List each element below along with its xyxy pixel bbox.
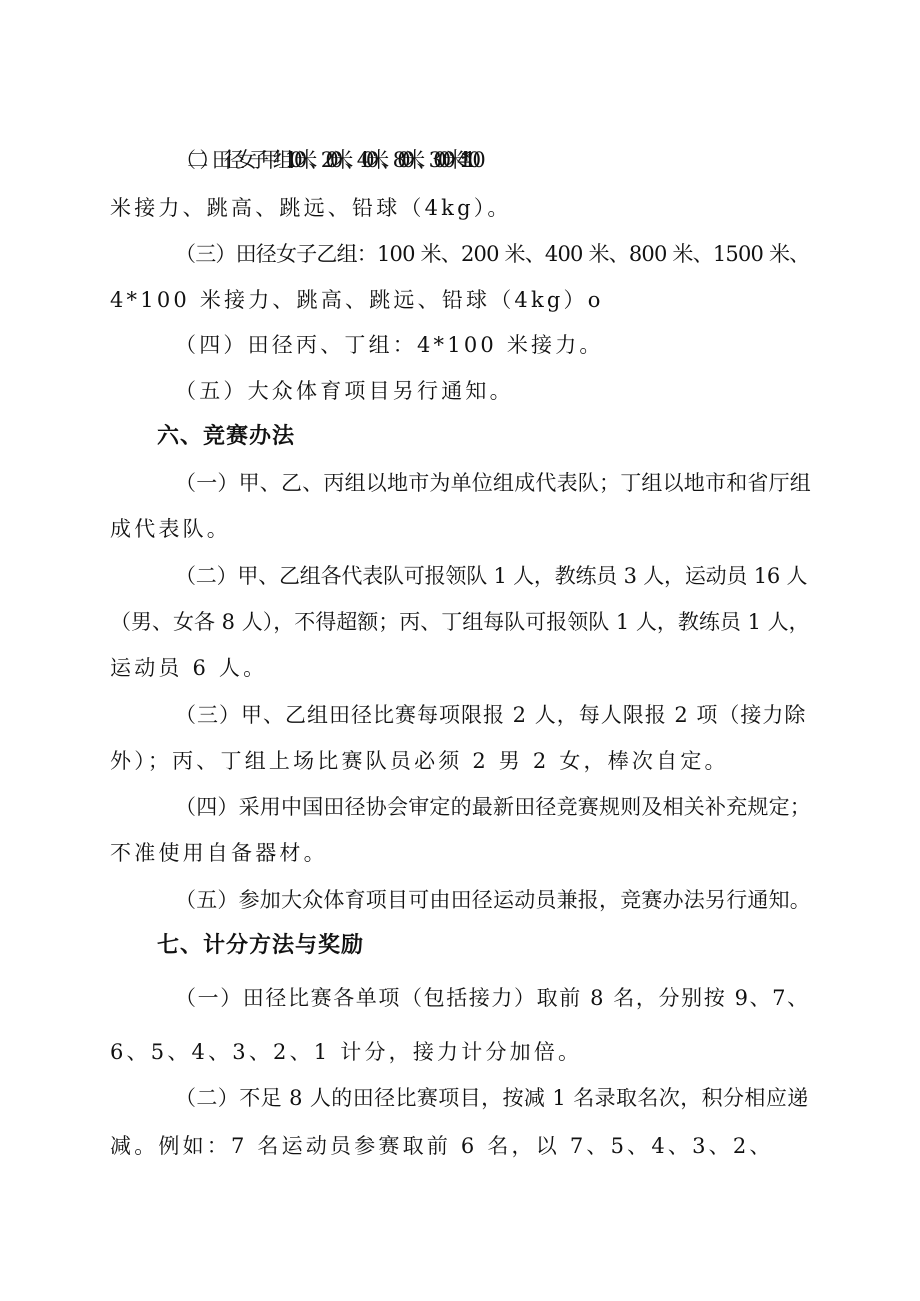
line-text: （五）参加大众体育项目可由田径运动员兼报，竞赛办法另行通知。 xyxy=(175,888,811,912)
text-line xyxy=(0,1083,920,1113)
text-line xyxy=(0,1037,920,1067)
line-text: 外）；丙、丁组上场比赛队员必须 2 男 2 女，棒次自定。 xyxy=(110,749,729,773)
line-text: 成代表队。 xyxy=(110,517,231,541)
line-text: 6、5、4、3、2、1 计分，接力计分加倍。 xyxy=(110,1040,583,1064)
line-text: 4*100 米接力、跳高、跳远、铅球（4kg）o xyxy=(110,288,604,312)
text-line xyxy=(0,193,920,223)
line-text: （三）田径女子乙组：100 米、200 米、400 米、800 米、1500 米、 xyxy=(175,242,810,266)
line-text: 运动员 6 人。 xyxy=(110,656,268,680)
text-line xyxy=(0,239,920,269)
text-line xyxy=(0,700,920,730)
text-line xyxy=(0,792,920,822)
section-heading xyxy=(0,422,920,452)
line-text: 减。例如：7 名运动员参赛取前 6 名，以 7、5、4、3、2、 xyxy=(110,1134,774,1158)
line-text: 不准使用自备器材。 xyxy=(110,841,328,865)
text-line xyxy=(0,1131,920,1161)
text-line xyxy=(0,330,920,360)
text-line xyxy=(0,607,920,637)
heading-text: 六、竞赛办法 xyxy=(157,424,296,449)
text-line xyxy=(0,885,920,915)
line-text: （二）田径女子甲组100 米、200 米、400 米、800 米、3000 米4*100 xyxy=(175,148,477,172)
line-text: （一）甲、乙、丙组以地市为单位组成代表队；丁组以地市和省厅组 xyxy=(175,471,811,495)
text-line xyxy=(0,285,920,315)
text-line xyxy=(0,838,920,868)
line-text: （三）甲、乙组田径比赛每项限报 2 人，每人限报 2 项（接力除 xyxy=(175,703,807,727)
heading-text: 七、计分方法与奖励 xyxy=(157,933,365,958)
line-text: （男、女各 8 人），不得超额；丙、丁组每队可报领队 1 人，教练员 1 人， xyxy=(110,610,810,634)
text-line xyxy=(0,514,920,544)
line-text: （一）田径比赛各单项（包括接力）取前 8 名，分别按 9、7、 xyxy=(175,986,810,1010)
text-line xyxy=(0,746,920,776)
section-heading xyxy=(0,931,920,961)
text-line xyxy=(0,983,920,1013)
text-line xyxy=(0,561,920,591)
line-text: （四）田径丙、丁组：4*100 米接力。 xyxy=(175,333,604,357)
line-text: 米接力、跳高、跳远、铅球（4kg）。 xyxy=(110,196,512,220)
text-line xyxy=(0,145,920,175)
text-line xyxy=(0,376,920,406)
line-text: （四）采用中国田径协会审定的最新田径竞赛规则及相关补充规定； xyxy=(175,795,811,819)
line-text: （五）大众体育项目另行通知。 xyxy=(175,379,514,403)
line-text: （二）不足 8 人的田径比赛项目，按减 1 名录取名次，积分相应递 xyxy=(175,1086,809,1110)
line-text: （二）甲、乙组各代表队可报领队 1 人，教练员 3 人，运动员 16 人 xyxy=(175,564,808,588)
text-line xyxy=(0,468,920,498)
text-line xyxy=(0,653,920,683)
